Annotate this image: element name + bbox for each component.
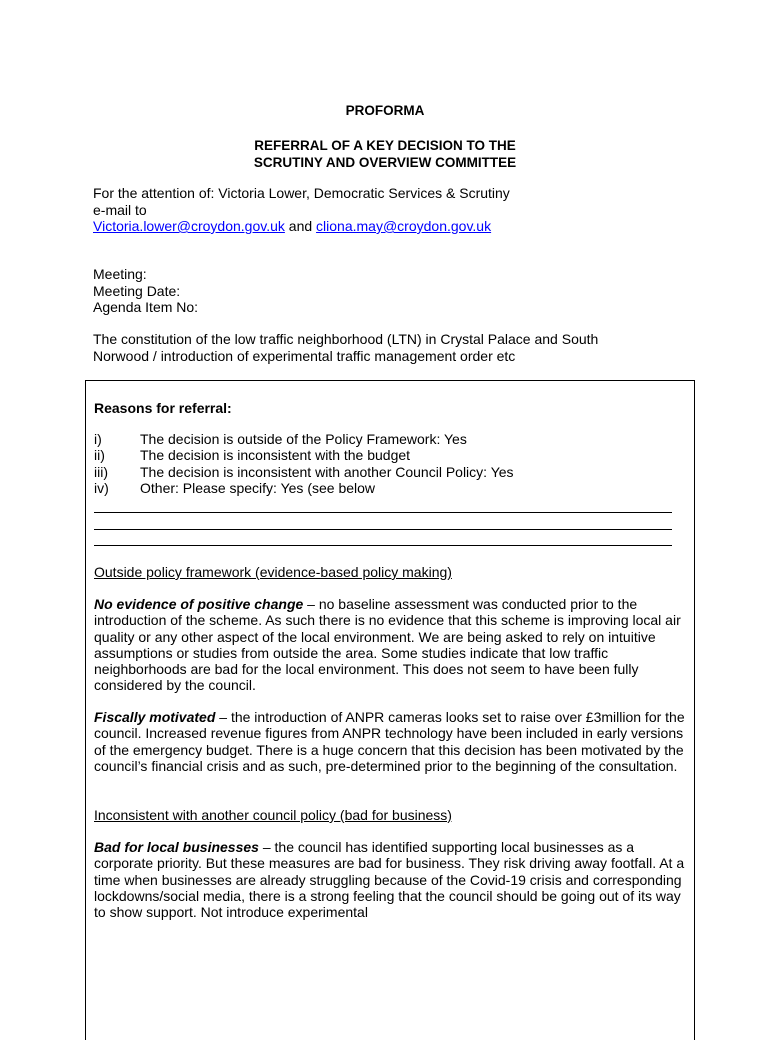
- reason-item: [94, 447, 686, 463]
- subject-line-2: Norwood / introduction of experimental traffic management order etc: [93, 347, 516, 364]
- paragraph-body: – the council has identified supporting local businesses as a corporate priority. But these measures are bad for business. They risk driving away footfall. At a time when businesses are already struggling because of the Covid-19 crisis and corresponding lockdowns/social media, there is a strong feeling that the council should be going out of its way to show support. Not introduce experimental: [94, 839, 685, 921]
- section-heading-council-policy: Inconsistent with another council policy (bad for business): [94, 807, 452, 823]
- paragraph-body: – the introduction of ANPR cameras looks set to raise over £3million for the council. Increased revenue figures from ANPR technology have been included in early versions of the emergency budget. There is a huge concern that this decision has been motivated by the council’s financial crisis and as such, pre-determined prior to the beginning of the consultation.: [94, 709, 685, 774]
- paragraph-lead: No evidence of positive change: [94, 596, 304, 612]
- paragraph-no-evidence: [94, 596, 686, 694]
- reason-number: i): [94, 431, 102, 447]
- reason-item: [94, 480, 686, 496]
- meeting-label: Meeting:: [93, 266, 147, 282]
- paragraph-fiscally-motivated: [94, 709, 686, 774]
- reasons-list: [94, 431, 686, 496]
- reason-number: ii): [94, 447, 105, 464]
- document-title: [0, 137, 770, 171]
- reason-text: The decision is outside of the Policy Framework: Yes: [140, 431, 467, 447]
- reason-text: The decision is inconsistent with the budget: [140, 447, 411, 464]
- paragraph-body: – no baseline assessment was conducted prior to the introduction of the scheme. As such there is no evidence that this scheme is improving local air quality or any other aspect of the local environment. We are being asked to rely on intuitive assumptions or studies from outside the area. Some studies indicate that low traffic neighborhoods are bad for the local environment. This does not seem to have been fully considered by the council.: [94, 596, 681, 694]
- agenda-item-label: Agenda Item No:: [93, 299, 199, 315]
- email-label: e-mail to: [93, 201, 147, 218]
- meeting-date-label: Meeting Date:: [93, 282, 181, 299]
- proforma-heading: PROFORMA: [345, 103, 425, 118]
- reasons-heading: Reasons for referral:: [94, 400, 232, 416]
- reason-text: Other: Please specify: Yes (see below: [140, 479, 376, 496]
- attention-line: For the attention of: Victoria Lower, Democratic Services & Scrutiny: [93, 185, 510, 201]
- meeting-block: [93, 266, 198, 316]
- paragraph-lead: Bad for local businesses: [94, 839, 259, 855]
- subject-block: [93, 331, 693, 364]
- subject-line-1: The constitution of the low traffic neighborhood (LTN) in Crystal Palace and South: [93, 331, 599, 347]
- paragraph-bad-for-business: [94, 839, 686, 920]
- email-link-cliona[interactable]: cliona.may@croydon.gov.uk: [316, 218, 492, 234]
- and-text: and: [284, 218, 317, 234]
- attention-block: [93, 185, 510, 235]
- reason-item: [94, 464, 686, 480]
- reason-number: iii): [94, 463, 108, 480]
- blank-line: [94, 529, 672, 530]
- blank-line: [94, 545, 672, 546]
- section-heading-policy-framework: Outside policy framework (evidence-based policy making): [94, 564, 452, 580]
- reason-number: iv): [94, 479, 109, 496]
- reason-text: The decision is inconsistent with another Council Policy: Yes: [140, 463, 514, 480]
- email-link-victoria[interactable]: Victoria.lower@croydon.gov.uk: [93, 218, 285, 234]
- email-links: [93, 218, 510, 235]
- referral-box: [85, 380, 695, 1040]
- title-line-2: SCRUTINY AND OVERVIEW COMMITTEE: [253, 155, 517, 170]
- blank-line: [94, 512, 672, 513]
- paragraph-lead: Fiscally motivated: [94, 709, 216, 725]
- title-line-1: REFERRAL OF A KEY DECISION TO THE: [254, 138, 516, 153]
- reason-item: [94, 431, 686, 447]
